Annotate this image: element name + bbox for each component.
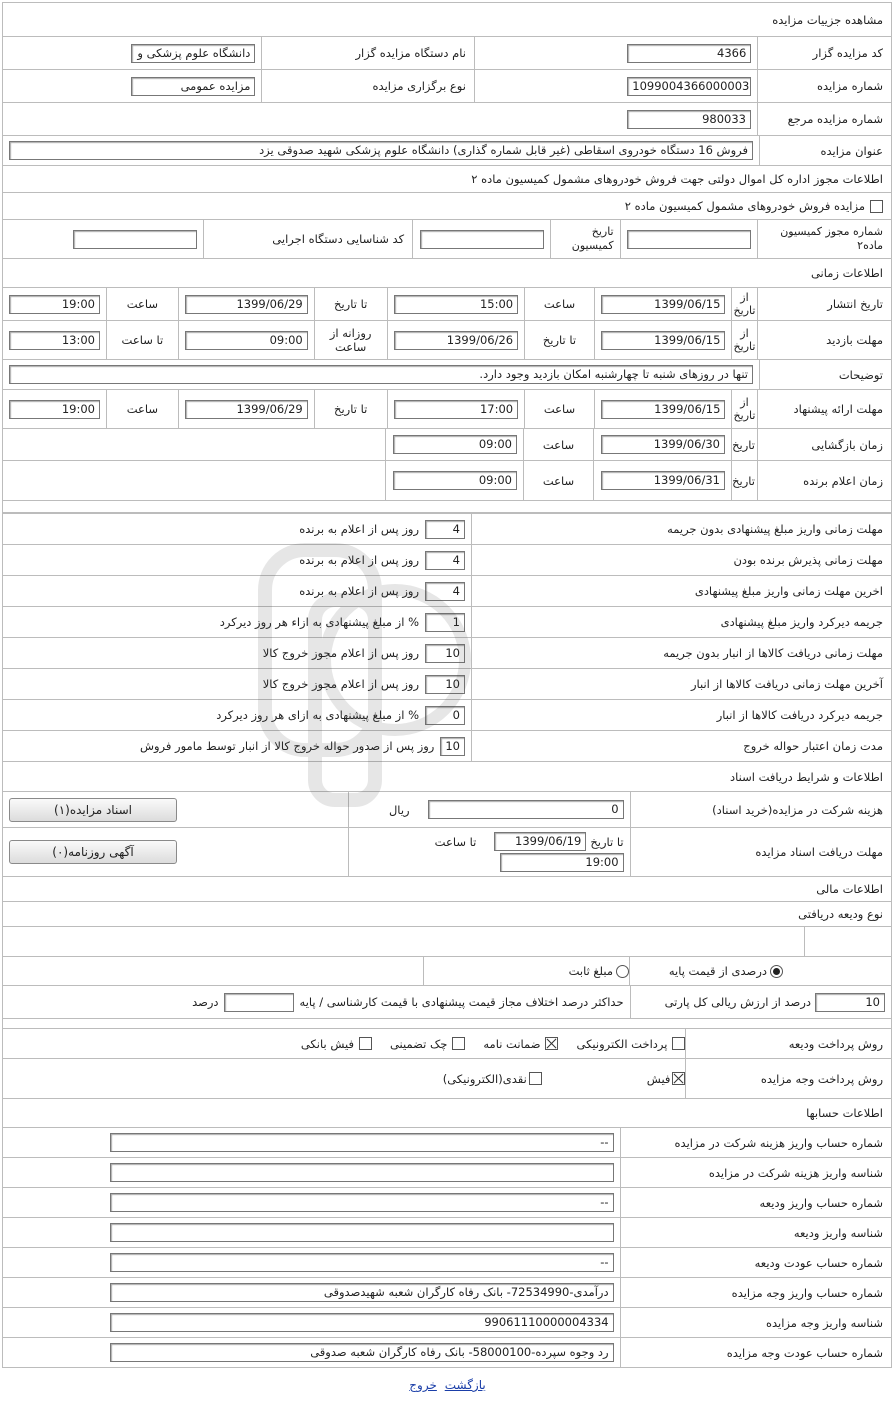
fixed-radio-label: مبلغ ثابت bbox=[568, 964, 613, 978]
receive-label: مهلت دریافت اسناد مزایده bbox=[630, 828, 891, 876]
deadline-suffix: روز پس از اعلام به برنده bbox=[299, 553, 419, 567]
fixed-radio[interactable] bbox=[616, 965, 629, 978]
deadline-suffix: روز پس از اعلام مجوز خروج کالا bbox=[262, 646, 419, 660]
deadline-row bbox=[3, 731, 891, 762]
footer-links bbox=[0, 1378, 895, 1392]
account-field[interactable]: رد وجوه سپرده-58000100- بانک رفاه کارگران شعبه صدوقی bbox=[110, 1343, 614, 1362]
max-diff-unit: درصد bbox=[192, 995, 219, 1009]
account-field[interactable]: -- bbox=[110, 1253, 614, 1272]
visit-row bbox=[3, 321, 891, 360]
method-label: پرداخت الکترونیکی bbox=[576, 1036, 668, 1051]
auctioneer-name-field[interactable]: دانشگاه علوم پزشکی و bbox=[131, 44, 255, 63]
deadline-label: مهلت زمانی پذیرش برنده بودن bbox=[471, 545, 891, 575]
opening-label: زمان بازگشایی bbox=[757, 429, 891, 460]
account-field[interactable] bbox=[110, 1223, 614, 1242]
deadline-value[interactable]: 10 bbox=[440, 737, 465, 756]
offer-to-date[interactable]: 1399/06/29 bbox=[185, 400, 308, 419]
commission-number-label: شماره مجوز کمیسیون ماده۲ bbox=[757, 220, 891, 258]
opening-time[interactable]: 09:00 bbox=[393, 435, 517, 454]
account-label: شناسه واریز ودیعه bbox=[620, 1218, 891, 1247]
deadline-row bbox=[3, 700, 891, 731]
auction-type-label: نوع برگزاری مزایده bbox=[261, 70, 474, 102]
visit-from-date[interactable]: 1399/06/15 bbox=[601, 331, 725, 350]
account-field[interactable]: -- bbox=[110, 1193, 614, 1212]
method-checkbox[interactable] bbox=[672, 1037, 685, 1050]
page-title: مشاهده جزییات مزایده bbox=[3, 3, 891, 37]
offer-to-label: تا تاریخ bbox=[314, 390, 387, 428]
deadline-row bbox=[3, 545, 891, 576]
account-field[interactable]: 99061110000004334 bbox=[110, 1313, 614, 1332]
deadlines-section bbox=[2, 513, 892, 1368]
license-fields-row bbox=[3, 220, 891, 259]
general-section bbox=[2, 2, 892, 513]
reference-number-label: شماره مزایده مرجع bbox=[757, 103, 891, 135]
account-label: شماره حساب عودت وجه مزایده bbox=[620, 1338, 891, 1367]
back-link[interactable]: بازگشت bbox=[444, 1378, 486, 1392]
commission-date-label: تاریخ کمیسیون bbox=[550, 220, 620, 258]
auction-number-label: شماره مزایده bbox=[757, 70, 891, 102]
deposit-method-label: روش پرداخت ودیعه bbox=[685, 1029, 891, 1058]
timing-header: اطلاعات زمانی bbox=[3, 259, 891, 288]
deadline-value[interactable]: 1 bbox=[425, 613, 465, 632]
auction-documents-button[interactable]: اسناد مزایده(۱) bbox=[9, 798, 177, 822]
visit-to-time[interactable]: 13:00 bbox=[9, 331, 100, 350]
pay-method-checkbox[interactable] bbox=[529, 1072, 542, 1085]
exit-link[interactable]: خروج bbox=[409, 1378, 437, 1392]
percent-radio-label: درصدی از قیمت پایه bbox=[668, 964, 767, 978]
account-row bbox=[3, 1248, 891, 1278]
offer-to-time-label: ساعت bbox=[106, 390, 178, 428]
visit-daily-label: روزانه از ساعت bbox=[314, 321, 387, 359]
winner-date[interactable]: 1399/06/31 bbox=[601, 471, 725, 490]
publish-from-time[interactable]: 15:00 bbox=[394, 295, 518, 314]
max-diff-label: حداکثر درصد اختلاف مجاز قیمت پیشنهادی با قیمت کارشناسی / پایه bbox=[299, 995, 624, 1009]
publish-time-label: ساعت bbox=[524, 288, 594, 320]
percent-radio[interactable] bbox=[770, 965, 783, 978]
account-row bbox=[3, 1218, 891, 1248]
deadline-row bbox=[3, 514, 891, 545]
offer-row bbox=[3, 390, 891, 429]
account-label: شناسه واریز هزینه شرکت در مزایده bbox=[620, 1158, 891, 1187]
account-row bbox=[3, 1338, 891, 1368]
percent-field[interactable]: 10 bbox=[815, 993, 885, 1012]
notes-label: توضیحات bbox=[759, 360, 891, 389]
payment-method-label: روش پرداخت وجه مزایده bbox=[685, 1059, 891, 1098]
page bbox=[2, 2, 892, 1368]
account-label: شماره حساب عودت ودیعه bbox=[620, 1248, 891, 1277]
deadline-label: مهلت زمانی دریافت کالاها از انبار بدون جریمه bbox=[471, 638, 891, 668]
general-row-3 bbox=[3, 103, 891, 136]
deadline-value[interactable]: 4 bbox=[425, 582, 465, 601]
deadline-row bbox=[3, 669, 891, 700]
auctioneer-name-label: نام دستگاه مزایده گزار bbox=[261, 37, 474, 69]
visit-from-time[interactable]: 09:00 bbox=[185, 331, 308, 350]
commission-number-field[interactable] bbox=[627, 230, 751, 249]
pay-method-label: نقدی(الکترونیکی) bbox=[442, 1071, 527, 1086]
title-row bbox=[3, 136, 891, 166]
opening-date-label: تاریخ bbox=[731, 429, 757, 460]
publish-to-time-label: ساعت bbox=[106, 288, 178, 320]
account-row bbox=[3, 1128, 891, 1158]
opening-date[interactable]: 1399/06/30 bbox=[601, 435, 725, 454]
auction-type-field[interactable]: مزایده عمومی bbox=[131, 77, 255, 96]
deadline-suffix: % از مبلغ پیشنهادی به ازای هر روز دیرکرد bbox=[216, 708, 419, 722]
deposit-radio-row bbox=[3, 957, 891, 986]
winner-time[interactable]: 09:00 bbox=[393, 471, 517, 490]
deadline-value[interactable]: 4 bbox=[425, 520, 465, 539]
method-checkbox[interactable] bbox=[452, 1037, 465, 1050]
visit-to-time-label: تا ساعت bbox=[106, 321, 178, 359]
auctioneer-code-field[interactable]: 4366 bbox=[627, 44, 751, 63]
deadline-label: مهلت زمانی واریز مبلغ پیشنهادی بدون جریمه bbox=[471, 514, 891, 544]
payment-method-row bbox=[3, 1059, 891, 1099]
opening-time-label: ساعت bbox=[523, 429, 593, 460]
fee-label: هزینه شرکت در مزایده(خرید اسناد) bbox=[630, 792, 891, 827]
financial-header: اطلاعات مالی bbox=[3, 877, 891, 902]
notes-row bbox=[3, 360, 891, 390]
deadline-row bbox=[3, 638, 891, 669]
newspaper-ad-button[interactable]: آگهی روزنامه(۰) bbox=[9, 840, 177, 864]
pay-method-label: فیش bbox=[646, 1071, 671, 1086]
deadline-row bbox=[3, 576, 891, 607]
license-checkbox[interactable] bbox=[870, 200, 883, 213]
method-checkbox[interactable] bbox=[359, 1037, 372, 1050]
account-label: شماره حساب واریز ودیعه bbox=[620, 1188, 891, 1217]
account-row bbox=[3, 1278, 891, 1308]
method-label: چک تضمینی bbox=[389, 1036, 448, 1051]
publish-to-date[interactable]: 1399/06/29 bbox=[185, 295, 308, 314]
license-header: اطلاعات مجوز اداره کل اموال دولتی جهت فروش خودروهای مشمول کمیسیون ماده ۲ bbox=[3, 166, 891, 193]
winner-row bbox=[3, 461, 891, 501]
percent-suffix: درصد از ارزش ریالی کل پارتی bbox=[664, 995, 811, 1009]
publish-row bbox=[3, 288, 891, 321]
deadline-suffix: روز پس از اعلام به برنده bbox=[299, 584, 419, 598]
blank-row bbox=[3, 927, 891, 957]
method-label: ضمانت نامه bbox=[483, 1036, 541, 1051]
deadline-value[interactable]: 10 bbox=[425, 675, 465, 694]
deadline-suffix: روز پس از اعلام به برنده bbox=[299, 522, 419, 536]
pay-method-checkbox[interactable] bbox=[672, 1072, 685, 1085]
deadline-value[interactable]: 0 bbox=[425, 706, 465, 725]
auctioneer-code-label: کد مزایده گزار bbox=[757, 37, 891, 69]
deadline-label: جریمه دیرکرد دریافت کالاها از انبار bbox=[471, 700, 891, 730]
title-label: عنوان مزایده bbox=[759, 136, 891, 165]
reference-number-field[interactable]: 980033 bbox=[627, 110, 751, 129]
account-field[interactable]: -- bbox=[110, 1133, 614, 1152]
offer-from-label: از تاریخ bbox=[731, 390, 757, 428]
spacer bbox=[3, 1019, 891, 1029]
commission-date-field[interactable] bbox=[420, 230, 544, 249]
auction-number-field[interactable]: 1099004366000003 bbox=[627, 77, 751, 96]
deposit-type-header: نوع ودیعه دریافتی bbox=[3, 902, 891, 927]
winner-time-label: ساعت bbox=[523, 461, 593, 500]
spacer bbox=[3, 501, 891, 513]
title-field[interactable]: فروش 16 دستگاه خودروی اسقاطی (غیر قابل شماره گذاری) دانشگاه علوم پزشکی شهید صدوقی یزد bbox=[9, 141, 753, 160]
publish-from-date[interactable]: 1399/06/15 bbox=[601, 295, 725, 314]
deadline-label: جریمه دیرکرد واریز مبلغ پیشنهادی bbox=[471, 607, 891, 637]
account-label: شناسه واریز وجه مزایده bbox=[620, 1308, 891, 1337]
deadline-label: آخرین مهلت زمانی دریافت کالاها از انبار bbox=[471, 669, 891, 699]
deadline-suffix: % از مبلغ پیشنهادی به ازاء هر روز دیرکرد bbox=[219, 615, 419, 629]
offer-label: مهلت ارائه پیشنهاد bbox=[757, 390, 891, 428]
deadline-value[interactable]: 10 bbox=[425, 644, 465, 663]
winner-label: زمان اعلام برنده bbox=[757, 461, 891, 500]
visit-from-label: از تاریخ bbox=[731, 321, 757, 359]
deadline-suffix: روز پس از صدور حواله خروج کالا از انبار توسط مامور فروش bbox=[139, 739, 435, 753]
deadline-value[interactable]: 4 bbox=[425, 551, 465, 570]
documents-header: اطلاعات و شرایط دریافت اسناد bbox=[3, 762, 891, 792]
license-checkbox-label: مزایده فروش خودروهای مشمول کمیسیون ماده ۲ bbox=[624, 199, 865, 213]
account-row bbox=[3, 1188, 891, 1218]
visit-label: مهلت بازدید bbox=[757, 321, 891, 359]
account-label: شماره حساب واریز وجه مزایده bbox=[620, 1278, 891, 1307]
offer-time-label: ساعت bbox=[524, 390, 594, 428]
visit-to-date-label: تا تاریخ bbox=[524, 321, 594, 359]
until-date-field[interactable]: 1399/06/19 bbox=[494, 832, 586, 851]
exec-code-label: کد شناسایی دستگاه اجرایی bbox=[203, 220, 413, 258]
deadline-row bbox=[3, 607, 891, 638]
publish-from-label: از تاریخ bbox=[731, 288, 757, 320]
opening-row bbox=[3, 429, 891, 461]
deadline-suffix: روز پس از اعلام مجوز خروج کالا bbox=[262, 677, 419, 691]
percent-row bbox=[3, 986, 891, 1019]
account-label: شماره حساب واریز هزینه شرکت در مزایده bbox=[620, 1128, 891, 1157]
until-date-label: تا تاریخ bbox=[590, 834, 624, 849]
method-checkbox[interactable] bbox=[545, 1037, 558, 1050]
offer-from-time[interactable]: 17:00 bbox=[394, 400, 518, 419]
account-field[interactable] bbox=[110, 1163, 614, 1182]
account-row bbox=[3, 1308, 891, 1338]
deposit-method-row bbox=[3, 1029, 891, 1059]
max-diff-field[interactable] bbox=[224, 993, 294, 1012]
publish-to-time[interactable]: 19:00 bbox=[9, 295, 100, 314]
account-field[interactable]: درآمدی-72534990- بانک رفاه کارگران شعبه شهیدصدوقی bbox=[110, 1283, 614, 1302]
fee-unit: ریال bbox=[388, 802, 410, 817]
until-time-field[interactable]: 19:00 bbox=[500, 853, 624, 872]
general-row-2 bbox=[3, 70, 891, 103]
offer-from-date[interactable]: 1399/06/15 bbox=[601, 400, 725, 419]
receive-row bbox=[3, 828, 891, 877]
deadline-label: اخرین مهلت زمانی واریز مبلغ پیشنهادی bbox=[471, 576, 891, 606]
accounts-header: اطلاعات حسابها bbox=[3, 1099, 891, 1128]
deadline-label: مدت زمان اعتبار حواله خروج bbox=[471, 731, 891, 761]
account-row bbox=[3, 1158, 891, 1188]
general-row-1 bbox=[3, 37, 891, 70]
visit-to-date[interactable]: 1399/06/26 bbox=[394, 331, 518, 350]
publish-to-label: تا تاریخ bbox=[314, 288, 387, 320]
exec-code-field[interactable] bbox=[73, 230, 197, 249]
fee-field[interactable]: 0 bbox=[428, 800, 624, 819]
license-checkbox-row bbox=[3, 193, 891, 220]
method-label: فیش بانکی bbox=[300, 1036, 354, 1051]
offer-to-time[interactable]: 19:00 bbox=[9, 400, 100, 419]
winner-date-label: تاریخ bbox=[731, 461, 757, 500]
fee-row bbox=[3, 792, 891, 828]
publish-label: تاریخ انتشار bbox=[757, 288, 891, 320]
notes-field[interactable]: تنها در روزهای شنبه تا چهارشنبه امکان بازدید وجود دارد. bbox=[9, 365, 753, 384]
until-time-label: تا ساعت bbox=[434, 834, 477, 849]
